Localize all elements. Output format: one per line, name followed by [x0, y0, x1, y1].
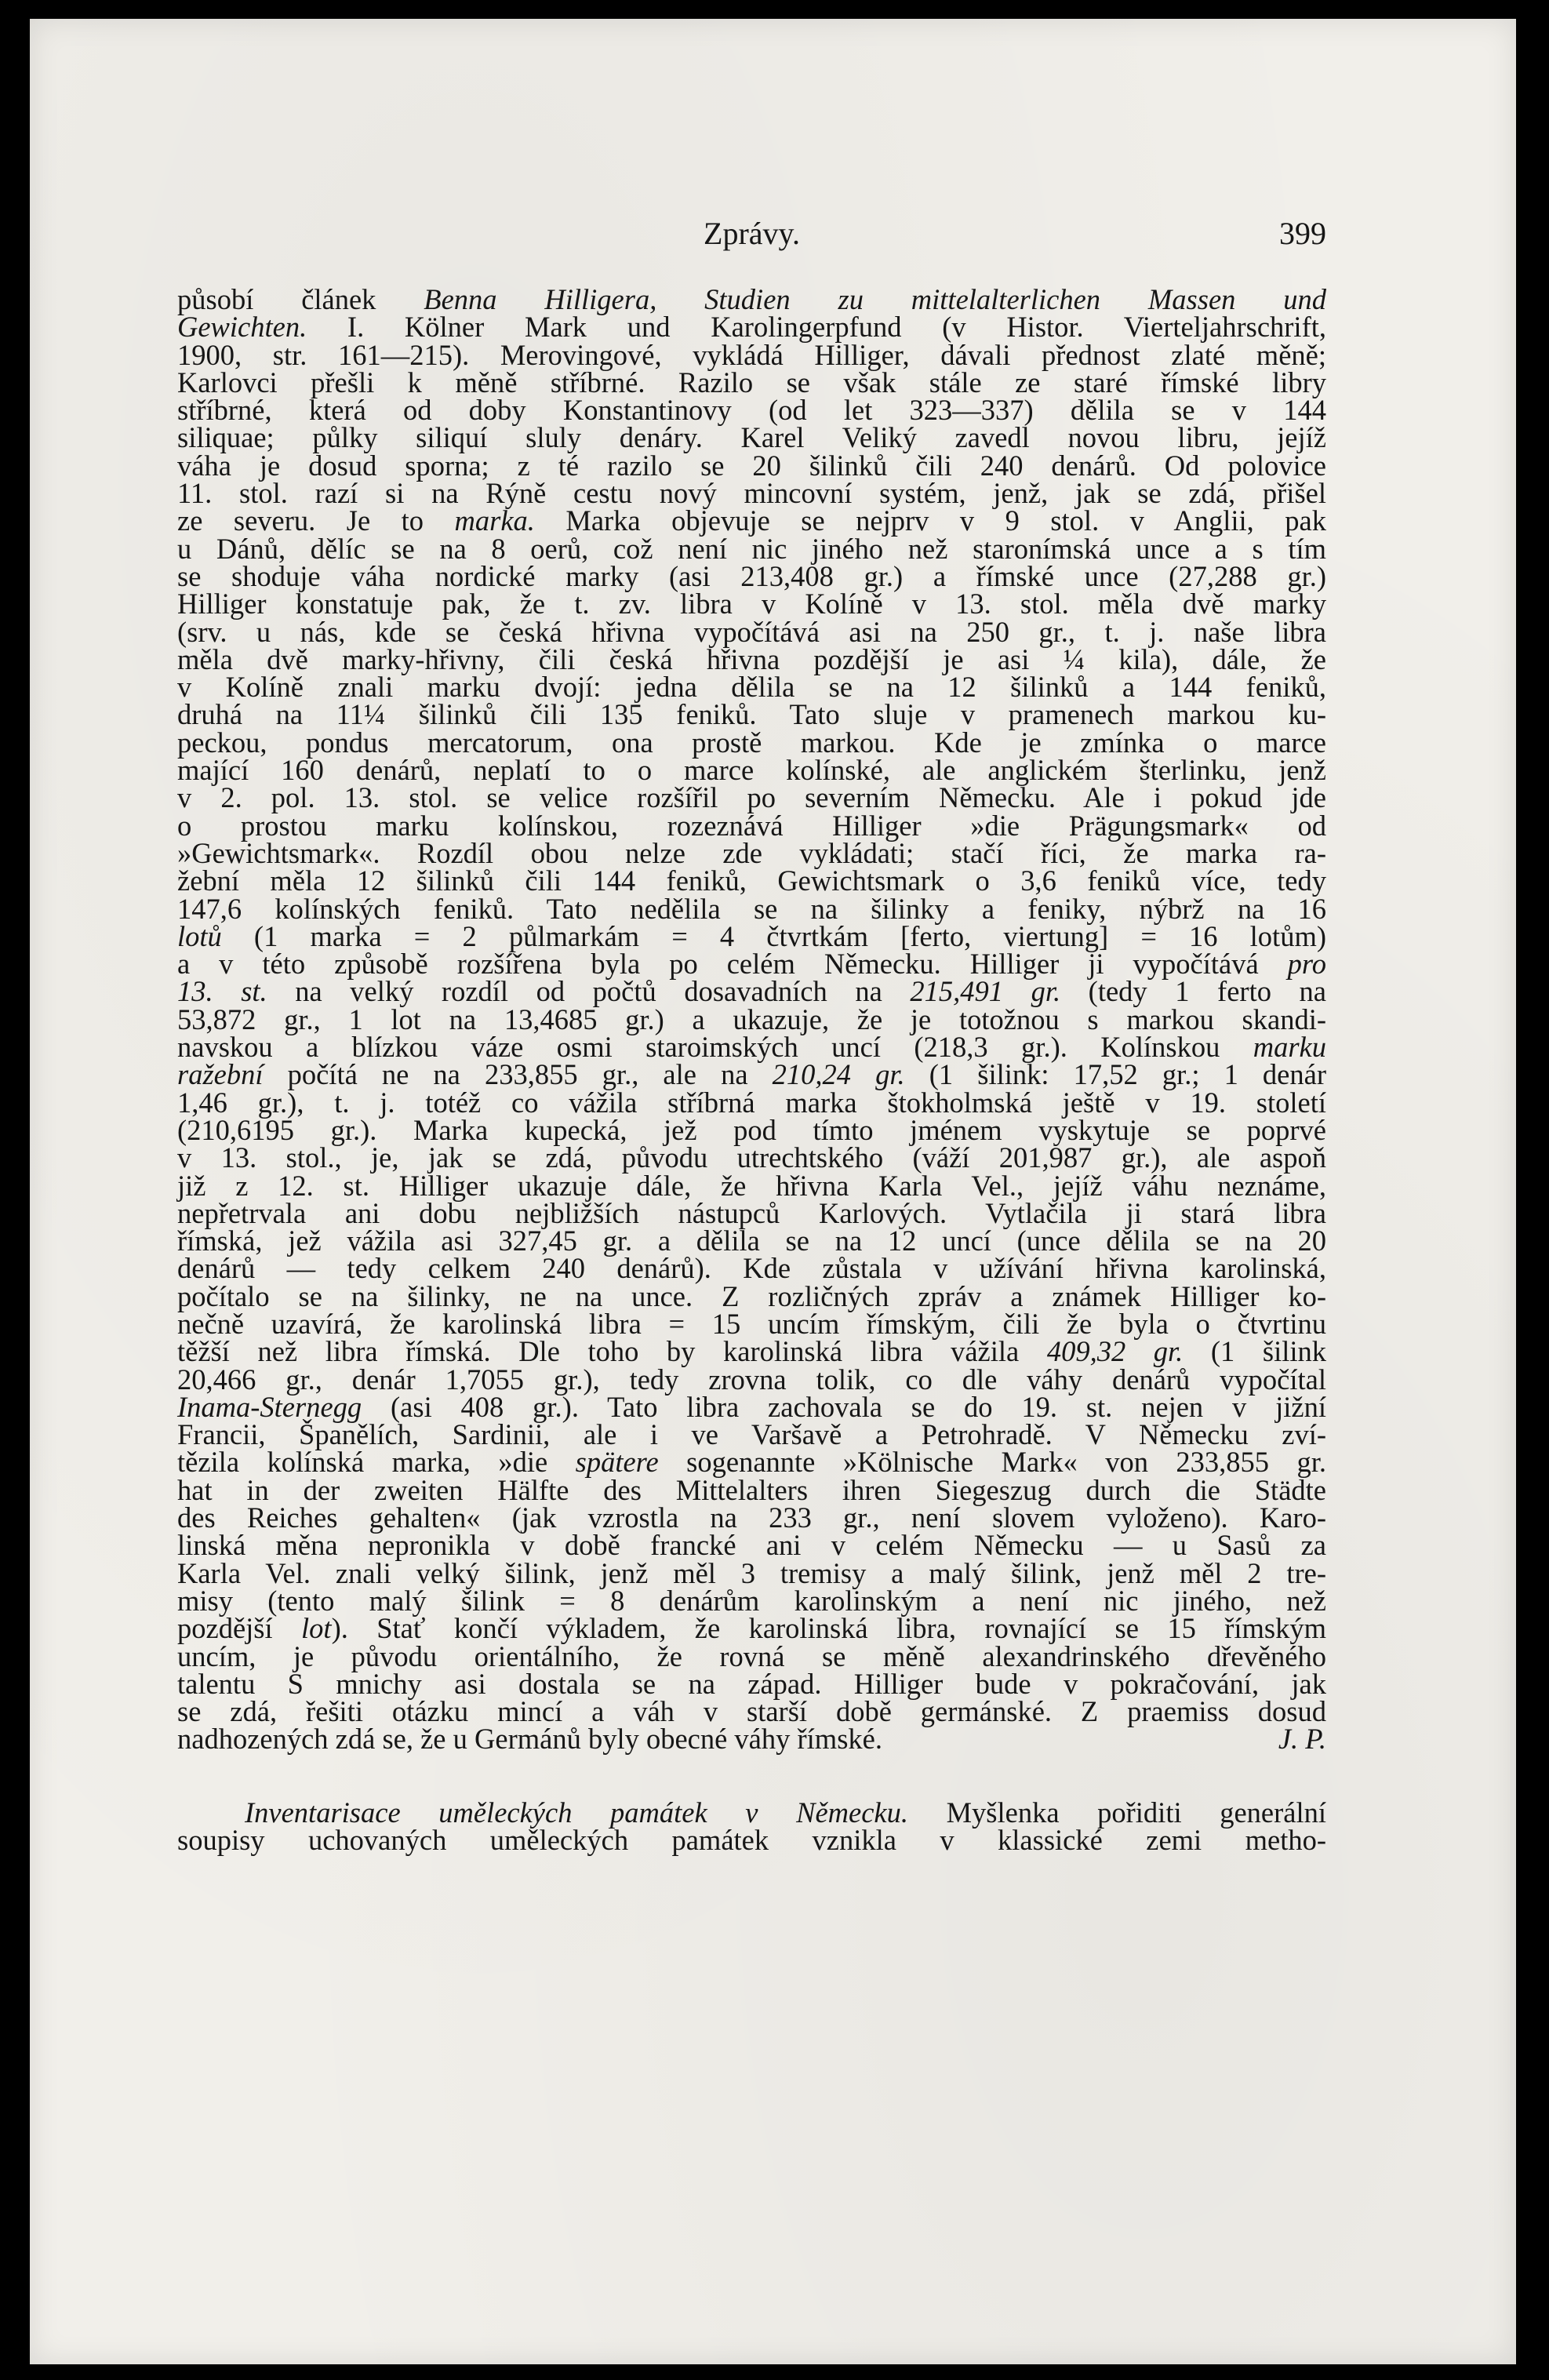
- text-run: stříbrné, která od doby Konstantinovy (od let 323—337) dělila se v 144: [177, 394, 1326, 427]
- italic-run: ražební: [177, 1058, 264, 1091]
- text-run: denárů — tedy celkem 240 denárů). Kde zůstala v užívání hřivna karolinská,: [177, 1252, 1326, 1285]
- text-run: 53,872 gr., 1 lot na 13,4685 gr.) a ukazuje, že je totožnou s markou skandi-: [177, 1003, 1326, 1035]
- article2-intro: Myšlenka pořiditi generální: [907, 1796, 1326, 1829]
- text-run: pozdější: [177, 1612, 302, 1645]
- text-run: již z 12. st. Hilliger ukazuje dále, že hřivna Karla Vel., jejíž váhu neznáme,: [177, 1169, 1326, 1202]
- italic-run: Inama-Sternegg: [177, 1390, 362, 1423]
- italic-run: spätere: [575, 1446, 659, 1479]
- text-run: nepřetrvala ani dobu nejbližších nástupců Karlových. Vytlačila ji stará libra: [177, 1196, 1326, 1229]
- text-line: [177, 588, 1326, 620]
- text-run: Marka objevuje se nejprv v 9 stol. v Anglii, pak: [534, 504, 1326, 537]
- text-line: [177, 1390, 1326, 1423]
- text-line: [177, 477, 1326, 510]
- text-run: 147,6 kolínských feniků. Tato nedělila se na šilinky a feniky, nýbrž na 16: [177, 892, 1326, 925]
- text-line: [177, 338, 1326, 371]
- text-run: sogenannte »Kölnische Mark« von 233,855 gr.: [658, 1446, 1326, 1479]
- running-header: [177, 215, 1326, 259]
- text-run: 1,46 gr.), t. j. totéž co vážila stříbrná marka štokholmská ještě v 19. století: [177, 1086, 1326, 1119]
- text-line: [177, 1529, 1326, 1562]
- text-run: druhá na 11¼ šilinků čili 135 feniků. Tato sluje v pramenech markou ku-: [177, 698, 1326, 731]
- text-line: [177, 726, 1326, 759]
- text-line: [177, 754, 1326, 787]
- text-line: [177, 1612, 1326, 1645]
- italic-run: lot: [301, 1612, 332, 1645]
- text-line: [177, 698, 1326, 731]
- text-line: [177, 311, 1326, 344]
- text-line: [177, 532, 1326, 565]
- article2-title: Inventarisace uměleckých památek v Německu.: [245, 1796, 908, 1829]
- italic-run: Gewichten.: [177, 311, 307, 344]
- text-line: [177, 1446, 1326, 1479]
- text-run: »Gewichtsmark«. Rozdíl obou nelze zde vykládati; stačí říci, že marka ra-: [177, 836, 1326, 869]
- text-run: počítá ne na 233,855 gr., ale na: [263, 1058, 773, 1091]
- text-run: počítalo se na šilinky, ne na unce. Z rozličných zpráv a známek Hilliger ko-: [177, 1279, 1326, 1312]
- text-run: a v této způsobě rozšířena byla po celém Německu. Hilliger ji vypočítává: [177, 948, 1288, 981]
- text-run: působí článek: [177, 283, 424, 315]
- text-line: [177, 671, 1326, 704]
- text-run: (1 marka = 2 půlmarkám = 4 čtvrtkám [ferto, viertung] = 16 lotům): [221, 919, 1326, 952]
- text-line: [177, 615, 1326, 648]
- text-run: (1 šilink: 17,52 gr.; 1 denár: [904, 1058, 1326, 1091]
- text-run: (srv. u nás, kde se česká hřivna vypočítává asi na 250 gr., t. j. naše libra: [177, 615, 1326, 648]
- text-run: (asi 408 gr.). Tato libra zachovala se do 19. st. nejen v jižní: [362, 1390, 1326, 1423]
- text-line: [177, 421, 1326, 454]
- author-signature: J. P.: [1278, 1723, 1326, 1756]
- text-line: [177, 1279, 1326, 1312]
- italic-run: marka.: [454, 504, 535, 537]
- text-line: [177, 559, 1326, 592]
- text-line: [177, 1584, 1326, 1617]
- text-line: [177, 1086, 1326, 1119]
- text-line: [177, 948, 1326, 981]
- text-run: siliquae; půlky siliquí sluly denáry. Karel Veliký zavedl novou libru, jejíž: [177, 421, 1326, 454]
- text-line: [177, 1031, 1326, 1064]
- text-line: [177, 1225, 1326, 1257]
- text-run: (tedy 1 ferto na: [1060, 975, 1326, 1008]
- text-run: se zdá, řešiti otázku mincí a váh v starší době germánské. Z praemiss dosud: [177, 1695, 1326, 1728]
- text-run: v 2. pol. 13. stol. se velice rozšířil po severním Německu. Ale i pokud jde: [177, 781, 1326, 814]
- text-line: [177, 781, 1326, 814]
- text-run: 20,466 gr., denár 1,7055 gr.), tedy zrovna tolik, co dle váhy denárů vypočítal: [177, 1363, 1326, 1396]
- text-line: [177, 283, 1326, 315]
- article-hilliger-review: [177, 283, 1326, 1728]
- text-run: navskou a blízkou váze osmi staroimských uncí (218,3 gr.). Kolínskou: [177, 1031, 1253, 1064]
- text-line: [177, 1695, 1326, 1728]
- text-run: tězila kolínská marka, »die: [177, 1446, 576, 1479]
- text-run: měla dvě marky-hřivny, čili česká hřivna pozdější je asi ¼ kila), dále, že: [177, 642, 1326, 675]
- article2-second-line: soupisy uchovaných uměleckých památek vznikla v klassické zemi metho-: [177, 1824, 1326, 1857]
- page-paper: [30, 19, 1516, 2364]
- article-closing-line: [177, 1723, 1326, 1756]
- text-line: [177, 366, 1326, 398]
- text-line: [177, 809, 1326, 842]
- text-line: [177, 1113, 1326, 1146]
- text-run: 1900, str. 161—215). Merovingové, vykládá Hilliger, dávali přednost zlaté měně;: [177, 338, 1326, 371]
- italic-run: 210,24 gr.: [772, 1058, 905, 1091]
- text-run: ). Stať končí výkladem, že karolinská libra, rovnající se 15 římským: [331, 1612, 1326, 1645]
- text-line: [177, 642, 1326, 675]
- text-line: [177, 864, 1326, 897]
- page-number: 399: [1279, 216, 1326, 251]
- text-run: (210,6195 gr.). Marka kupecká, jež pod tímto jménem vyskytuje se poprvé: [177, 1113, 1326, 1146]
- text-run: mající 160 denárů, neplatí to o marce kolínské, ale anglickém šterlinku, jenž: [177, 754, 1326, 787]
- text-run: v Kolíně znali marku dvojí: jedna dělila se na 12 šilinků a 144 feniků,: [177, 671, 1326, 704]
- italic-run: marku: [1253, 1031, 1326, 1064]
- closing-sentence: nadhozených zdá se, že u Germánů byly obecné váhy římské.: [177, 1723, 882, 1756]
- text-line: [177, 1335, 1326, 1368]
- text-run: Karla Vel. znali velký šilink, jenž měl 3 tremisy a malý šilink, jenž měl 2 tre-: [177, 1556, 1326, 1589]
- text-line: [177, 1003, 1326, 1035]
- text-run: u Dánů, dělíc se na 8 oerů, což není nic jiného než staronímská unce a s tím: [177, 532, 1326, 565]
- text-run: talentu S mnichy asi dostala se na západ. Hilliger bude v pokračování, jak: [177, 1667, 1326, 1700]
- document-page: [177, 215, 1326, 1857]
- text-run: uncím, je původu orientálního, že rovná se měně alexandrinského dřevěného: [177, 1639, 1326, 1672]
- text-run: misy (tento malý šilink = 8 denárům karolinským a není nic jiného, než: [177, 1584, 1326, 1617]
- text-line: [177, 1252, 1326, 1285]
- italic-run: 13. st.: [177, 975, 267, 1008]
- text-run: Karlovci přešli k měně stříbrné. Razilo se však stále ze staré římské libry: [177, 366, 1326, 398]
- text-line: [177, 1473, 1326, 1506]
- text-run: o prostou marku kolínskou, rozeznává Hilliger »die Prägungsmark« od: [177, 809, 1326, 842]
- text-run: 11. stol. razí si na Rýně cestu nový mincovní systém, jenž, jak se zdá, přišel: [177, 477, 1326, 510]
- italic-run: lotů: [177, 919, 222, 952]
- text-run: římská, jež vážila asi 327,45 gr. a dělila se na 12 uncí (unce dělila se na 20: [177, 1225, 1326, 1257]
- text-line: [177, 1363, 1326, 1396]
- text-line: [177, 1141, 1326, 1174]
- italic-run: 409,32 gr.: [1046, 1335, 1184, 1368]
- text-line: [177, 975, 1326, 1008]
- text-run: v 13. stol., je, jak se zdá, původu utrechtského (váží 201,987 gr.), ale aspoň: [177, 1141, 1326, 1174]
- text-run: (1 šilink: [1183, 1335, 1326, 1368]
- italic-run: Benna Hilligera, Studien zu mittelalterlichen Massen und: [424, 283, 1326, 315]
- text-run: linská měna nepronikla v době francké ani v celém Německu — u Sasů za: [177, 1529, 1326, 1562]
- text-run: hat in der zweiten Hälfte des Mittelalters ihren Siegeszug durch die Städte: [177, 1473, 1326, 1506]
- text-run: se shoduje váha nordické marky (asi 213,408 gr.) a římské unce (27,288 gr.): [177, 559, 1326, 592]
- text-line: [177, 449, 1326, 482]
- text-run: těžší než libra římská. Dle toho by karolinská libra vážila: [177, 1335, 1047, 1368]
- text-line: [177, 1639, 1326, 1672]
- text-line: [177, 1196, 1326, 1229]
- text-run: I. Kölner Mark und Karolingerpfund (v Histor. Vierteljahrschrift,: [307, 311, 1326, 344]
- text-run: váha je dosud sporna; z té razilo se 20 šilinků čili 240 denárů. Od polovice: [177, 449, 1326, 482]
- text-line: [177, 1307, 1326, 1340]
- text-line: [177, 892, 1326, 925]
- article2-first-line: [177, 1796, 1326, 1829]
- italic-run: pro: [1287, 948, 1326, 981]
- text-line: [177, 504, 1326, 537]
- text-run: nečně uzavírá, že karolinská libra = 15 uncím římským, čili že byla o čtvrtinu: [177, 1307, 1326, 1340]
- text-line: [177, 1418, 1326, 1451]
- text-run: žební měla 12 šilinků čili 144 feniků, Gewichtsmark o 3,6 feniků více, tedy: [177, 864, 1326, 897]
- text-run: ze severu. Je to: [177, 504, 455, 537]
- article-body: [177, 283, 1326, 1857]
- running-title: Zprávy.: [704, 216, 800, 251]
- text-run: des Reiches gehalten« (jak vzrostla na 233 gr., není slovem vyloženo). Karo-: [177, 1501, 1326, 1534]
- text-run: Francii, Španělích, Sardinii, ale i ve Varšavě a Petrohradě. V Německu zví-: [177, 1418, 1326, 1451]
- text-line: [177, 1501, 1326, 1534]
- text-line: [177, 919, 1326, 952]
- text-line: [177, 836, 1326, 869]
- italic-run: 215,491 gr.: [910, 975, 1061, 1008]
- text-line: [177, 1556, 1326, 1589]
- text-line: [177, 394, 1326, 427]
- text-line: [177, 1169, 1326, 1202]
- text-line: [177, 1667, 1326, 1700]
- text-run: peckou, pondus mercatorum, ona prostě markou. Kde je zmínka o marce: [177, 726, 1326, 759]
- text-run: na velký rozdíl od počtů dosavadních na: [267, 975, 911, 1008]
- text-run: Hilliger konstatuje pak, že t. zv. libra v Kolíně v 13. stol. měla dvě marky: [177, 588, 1326, 620]
- article-separator: [177, 1753, 1326, 1799]
- text-line: [177, 1058, 1326, 1091]
